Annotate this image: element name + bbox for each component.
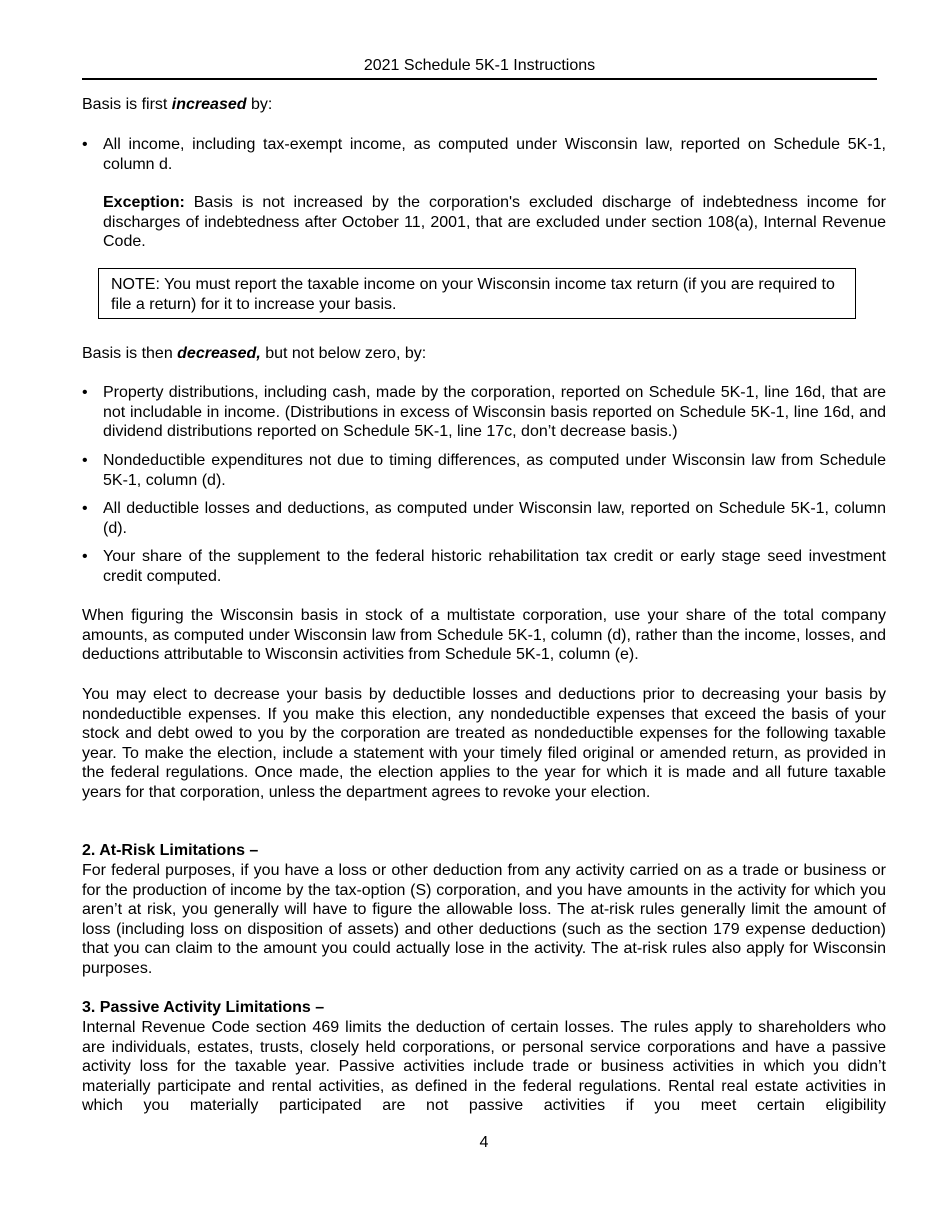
bullet-icon: • bbox=[82, 548, 88, 565]
bullet-text: Your share of the supplement to the federal historic rehabilitation tax credit or early stage seed investment credit computed. bbox=[103, 548, 886, 585]
bullet-text: Property distributions, including cash, made by the corporation, reported on Schedule 5K-1, line 16d, that are not includable in income. (Distributions in excess of Wisconsin basis reported on Schedule 5K-1, line 16d, and dividend distributions reported on Schedule 5K-1, line 17c, don’t decrease basis.) bbox=[103, 384, 886, 441]
note-box: NOTE: You must report the taxable income on your Wisconsin income tax return (if you are required to file a return) for it to increase your basis. bbox=[98, 268, 856, 319]
decreased-emphasis: decreased, bbox=[177, 345, 261, 362]
section-3-text: Internal Revenue Code section 469 limits the deduction of certain losses. The rules apply to shareholders who are individuals, estates, trusts, closely held corporations, or personal service corporations and have a passive activity loss for the taxable year. Passive activities include trade or business activities in which you didn’t materially participate and rental activities, as defined in the federal regulations. Rental real estate activities in which you materially participated are not passive activities if you meet certain eligibility bbox=[82, 1019, 886, 1115]
exception-label: Exception: bbox=[103, 194, 185, 211]
election-paragraph: You may elect to decrease your basis by deductible losses and deductions prior to decreasing your basis by nondeductible expenses. If you make this election, any nondeductible expenses that exceed the basis of your stock and debt owed to you by the corporation are treated as nondeductible expenses for the following taxable year. To make the election, include a statement with your timely filed original or amended return, as provided in the federal regulations. Once made, the election applies to the year for which it is made and all future taxable years for that corporation, unless the department agrees to revoke your election. bbox=[82, 686, 886, 801]
intro-text-end: by: bbox=[246, 96, 273, 113]
bullet-text: All income, including tax-exempt income, as computed under Wisconsin law, reported on Schedule 5K-1, column d. bbox=[103, 136, 886, 173]
section-3-heading: 3. Passive Activity Limitations – bbox=[82, 999, 325, 1016]
intro-text: Basis is first bbox=[82, 96, 172, 113]
intro-text: Basis is then bbox=[82, 345, 178, 362]
increased-emphasis: increased bbox=[171, 96, 247, 113]
bullet-icon: • bbox=[82, 136, 88, 153]
intro-text-end: but not below zero, by: bbox=[260, 345, 427, 362]
page-number: 4 bbox=[479, 1134, 489, 1151]
page-header: 2021 Schedule 5K-1 Instructions bbox=[82, 56, 877, 80]
bullet-icon: • bbox=[82, 384, 88, 401]
basis-increase-intro bbox=[82, 95, 886, 115]
section-2-heading: 2. At-Risk Limitations – bbox=[82, 842, 259, 859]
bullet-text: Nondeductible expenditures not due to timing differences, as computed under Wisconsin law from Schedule 5K-1, column (d). bbox=[103, 452, 886, 489]
exception-text: Basis is not increased by the corporation's excluded discharge of indebtedness income for discharges of indebtedness after October 11, 2001, that are excluded under section 108(a), Internal Revenue Code. bbox=[103, 194, 886, 251]
bullet-icon: • bbox=[82, 500, 88, 517]
basis-decrease-intro bbox=[82, 344, 886, 364]
section-2-text: For federal purposes, if you have a loss or other deduction from any activity carried on as a trade or business or for the production of income by the tax-option (S) corporation, and you have amounts in the activity for which you aren’t at risk, you generally will have to figure the allowable loss. The at-risk rules generally limit the amount of loss (including loss on disposition of assets) and other deductions (such as the section 179 expense deduction) that you can claim to the amount you could actually lose in the activity. The at-risk rules also apply for Wisconsin purposes. bbox=[82, 862, 886, 977]
multistate-paragraph: When figuring the Wisconsin basis in stock of a multistate corporation, use your share of the total company amounts, as computed under Wisconsin law from Schedule 5K-1, column (d), rather than the income, losses, and deductions attributable to Wisconsin activities from Schedule 5K-1, column (e). bbox=[82, 607, 886, 664]
bullet-icon: • bbox=[82, 452, 88, 469]
exception-paragraph bbox=[103, 193, 886, 252]
bullet-text: All deductible losses and deductions, as computed under Wisconsin law, reported on Schedule 5K-1, column (d). bbox=[103, 500, 886, 537]
